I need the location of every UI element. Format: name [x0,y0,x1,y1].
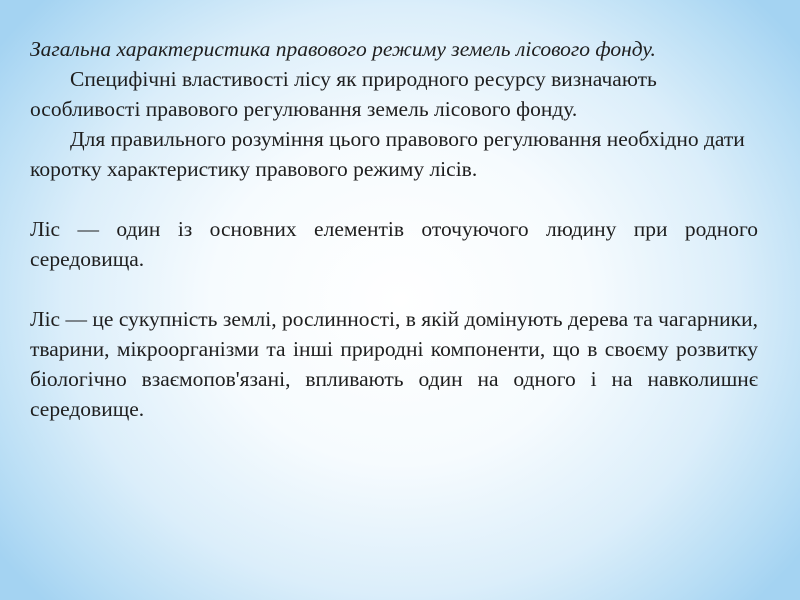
spacer [30,274,770,304]
paragraph-forest-properties: Специфічні властивості лісу як природного ресурсу визначають особливості правового регулювання земель лісового фонду. [30,67,657,121]
paragraph-forest-definition: Ліс — це сукупність землі, рослинності, в якій домінують дерева та чагарники, тварини, мікроорганізми та інші природні компоненти, що в своєму розвитку біологічно взаємопов'язані, впливають один на одного і на навколишнє середовище. [30,307,758,421]
slide-title: Загальна характеристика правового режиму земель лісового фонду. [30,37,656,61]
spacer [30,184,770,214]
paragraph-forest-element: Ліс — один із основних елементів оточуючого людину при родного середовища. [30,217,758,271]
paragraph-legal-regulation: Для правильного розуміння цього правового регулювання необхідно дати коротку характеристику правового режиму лісів. [30,127,745,181]
slide-content [30,34,770,424]
